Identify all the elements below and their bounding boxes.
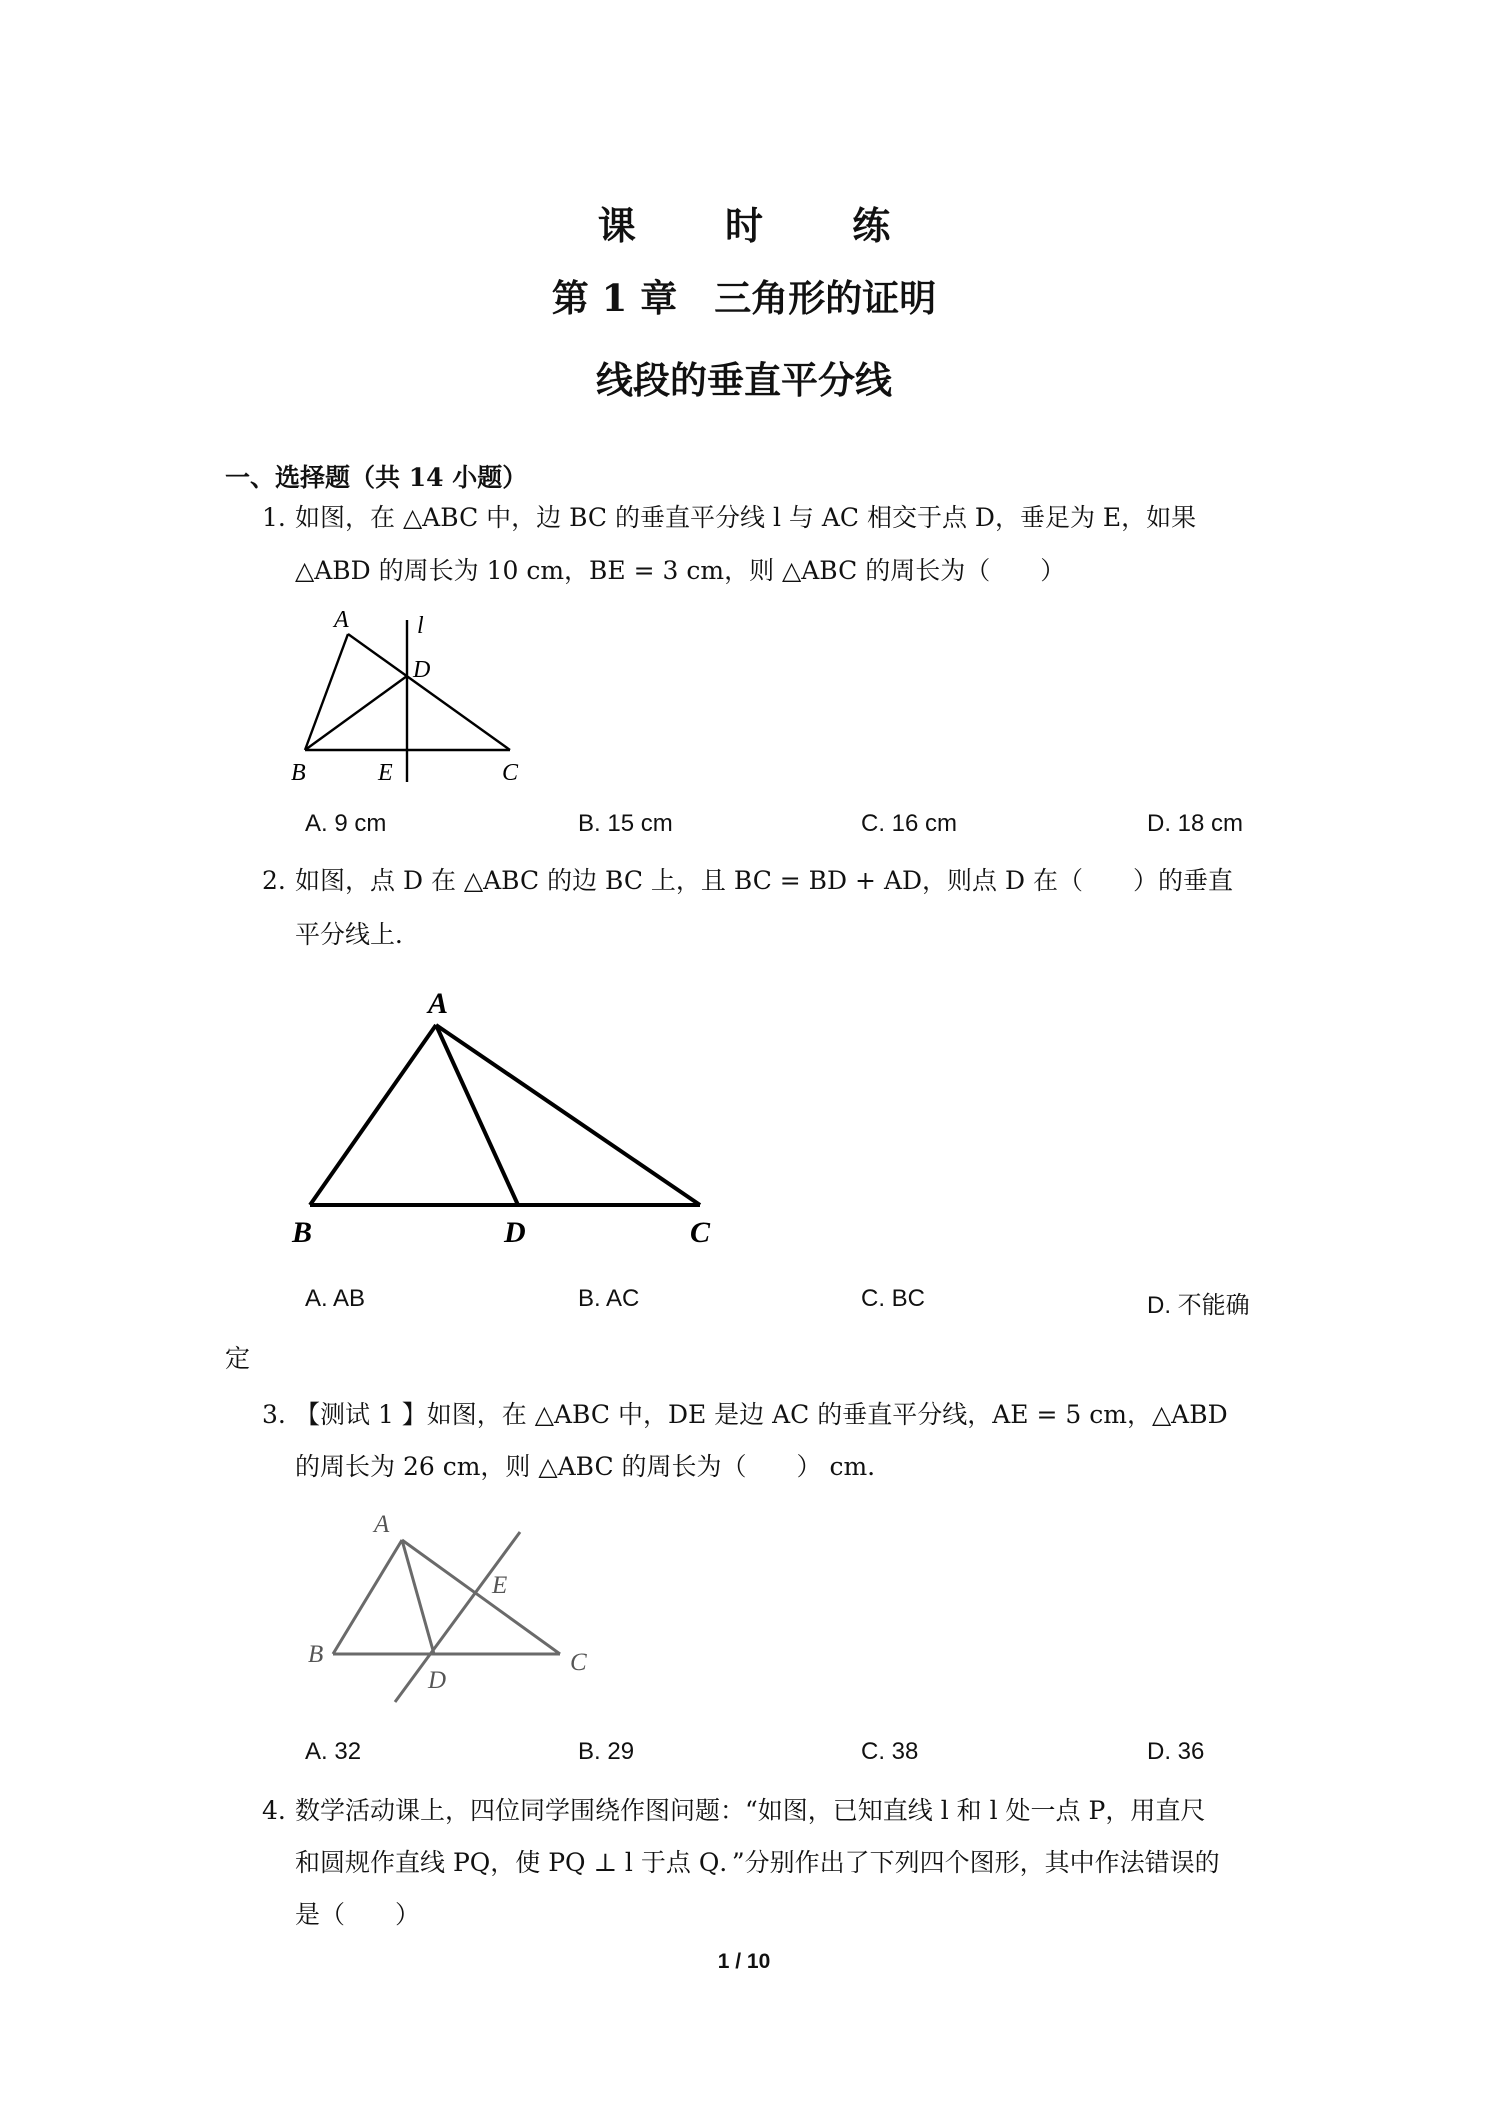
question-1-option-a[interactable]: A. 9 cm [305, 810, 387, 837]
question-3-number: 3. [262, 1400, 286, 1429]
question-3-option-a[interactable]: A. 32 [305, 1738, 362, 1765]
question-1-line-1: 如图，在 △ABC 中，边 BC 的垂直平分线 l 与 AC 相交于点 D，垂足为 E，如果 [295, 503, 1197, 532]
q1-label-c: C [502, 760, 519, 786]
question-3-line-1: 【测试 1 】如图，在 △ABC 中，DE 是边 AC 的垂直平分线，AE = 5 cm，△ABD [295, 1400, 1228, 1429]
question-2-option-c[interactable]: C. BC [861, 1285, 926, 1312]
q1-label-e: E [378, 760, 393, 786]
question-1-option-b[interactable]: B. 15 cm [578, 810, 673, 837]
q2-label-a: A [428, 987, 449, 1020]
q3-label-c: C [570, 1649, 587, 1676]
q1-side-ab [305, 634, 348, 750]
question-3-option-c[interactable]: C. 38 [861, 1738, 919, 1765]
question-2-option-a[interactable]: A. AB [305, 1285, 366, 1312]
question-3-option-b[interactable]: B. 29 [578, 1738, 635, 1765]
q3-label-e: E [492, 1572, 508, 1599]
q3-side-ab [333, 1540, 402, 1654]
question-1-figure [280, 600, 540, 800]
question-4-line-3: 是（ ） [295, 1900, 421, 1929]
q1-label-d: D [413, 657, 431, 683]
question-1-line-2: △ABD 的周长为 10 cm，BE = 3 cm，则 △ABC 的周长为（ ） [295, 556, 1066, 585]
q1-segment-bd [305, 676, 407, 750]
q2-label-b: B [292, 1216, 313, 1249]
question-3-line-2: 的周长为 26 cm，则 △ABC 的周长为（ ） cm． [295, 1452, 893, 1481]
q3-label-d: D [428, 1667, 447, 1694]
question-2-figure [280, 980, 740, 1250]
q3-label-b: B [308, 1641, 324, 1668]
question-2-line-2: 平分线上． [295, 920, 421, 949]
q3-label-a: A [374, 1511, 390, 1538]
q2-label-c: C [690, 1216, 711, 1249]
question-2-line-1: 如图，点 D 在 △ABC 的边 BC 上，且 BC = BD + AD，则点 D 在（ ）的垂直 [295, 866, 1233, 895]
question-2-option-d[interactable]: D. 不能确 [1147, 1292, 1250, 1319]
page-title: 课 时 练 [597, 203, 929, 248]
question-4-line-1: 数学活动课上，四位同学围绕作图问题：“如图，已知直线 l 和 l 处一点 P，用直尺 [295, 1796, 1206, 1825]
question-1-number: 1. [262, 503, 286, 532]
q2-label-d: D [504, 1216, 526, 1249]
q1-label-b: B [291, 760, 306, 786]
question-3-figure [290, 1500, 610, 1730]
question-1-option-d[interactable]: D. 18 cm [1147, 810, 1244, 837]
page-number: 1 / 10 [717, 1950, 771, 1973]
q3-segment-ad [402, 1540, 434, 1654]
section-heading: 一、选择题（共 14 小题） [225, 463, 528, 492]
question-2-number: 2. [262, 866, 286, 895]
q2-side-ab [310, 1025, 436, 1205]
lesson-subtitle: 线段的垂直平分线 [596, 358, 892, 402]
question-4-line-2: 和圆规作直线 PQ，使 PQ ⊥ l 于点 Q．”分别作出了下列四个图形，其中作法错误的 [295, 1848, 1220, 1877]
question-1-option-c[interactable]: C. 16 cm [861, 810, 958, 837]
q1-side-ac [348, 634, 510, 750]
q3-bisector-de [395, 1532, 520, 1702]
q1-label-l: l [417, 613, 424, 639]
question-2-option-b[interactable]: B. AC [578, 1285, 640, 1312]
question-3-option-d[interactable]: D. 36 [1147, 1738, 1205, 1765]
question-2-option-d-overflow: 定 [225, 1344, 251, 1373]
q3-side-ac [402, 1540, 560, 1654]
chapter-title: 第 1 章 三角形的证明 [551, 276, 937, 320]
q1-label-a: A [334, 607, 349, 633]
question-4-number: 4. [262, 1796, 286, 1825]
